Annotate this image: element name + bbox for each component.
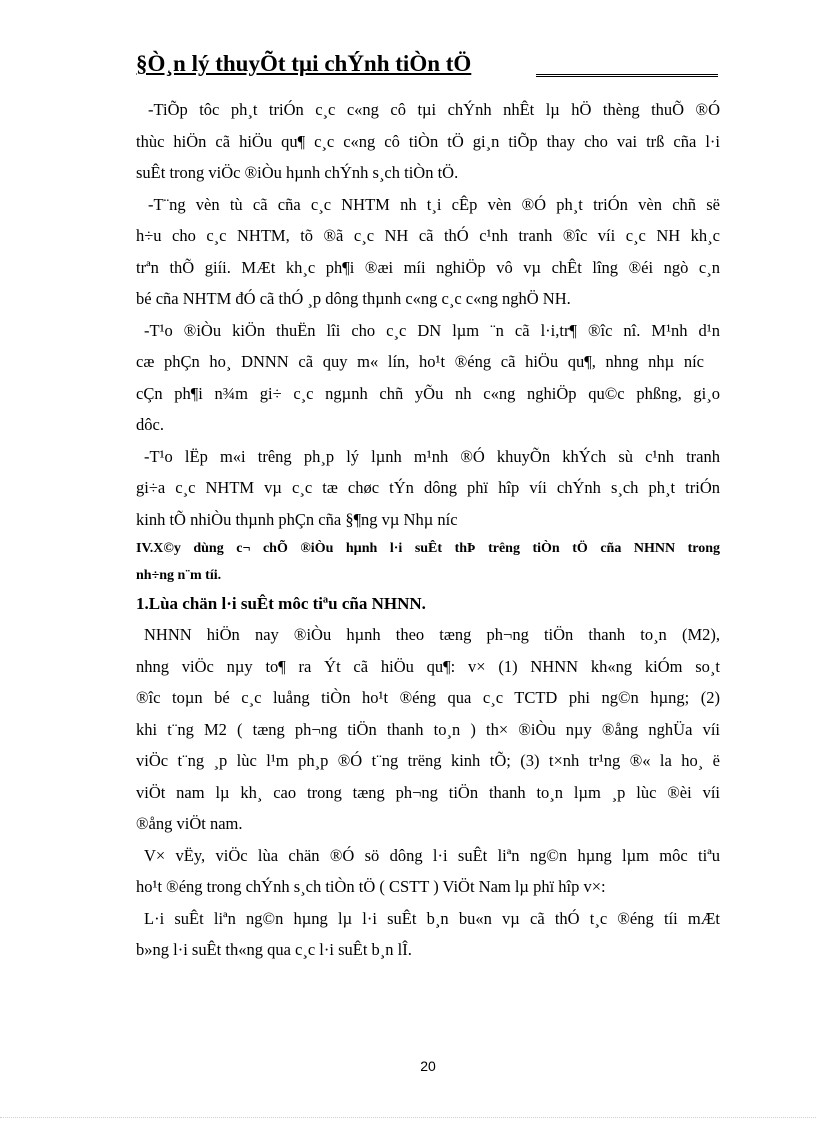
paragraph-line: dôc.	[136, 415, 164, 434]
paragraph-line: gi÷a c¸c NHTM vµ c¸c tæ chøc tÝn dông phï hîp víi chÝnh s¸ch ph¸t triÓn	[136, 478, 720, 497]
paragraph-line: suÊt trong viÖc ®iÒu hµnh chÝnh s¸ch tiÒn tÖ.	[136, 163, 459, 182]
paragraph-line: ®ång viÖt nam.	[136, 814, 243, 833]
subheading: 1.Lùa chän l·i suÊt môc tiªu cña NHNN.	[136, 594, 426, 613]
title-underline-rule	[536, 74, 718, 77]
paragraph-line: -T¹o ®iÒu kiÖn thuËn lîi cho c¸c DN lµm ¨n cã l·i,tr¶ ®îc nî. M¹nh d¹n	[144, 320, 720, 340]
paragraph-line: bé cña NHTM đÓ cã thÓ ¸p dông thµnh c«ng c¸c c«ng nghÖ NH.	[136, 289, 571, 308]
paragraph-line: kinh tÕ nhiÒu thµnh phÇn cña §¶ng vµ Nhµ níc	[136, 509, 458, 529]
paragraph-line: nhng viÖc nµy to¶ ra Ýt cã hiÖu qu¶: v× (1) NHNN kh«ng kiÓm so¸t	[136, 656, 720, 676]
section-heading-line: IV.X©y dùng c¬ chÕ ®iÒu hµnh l·i suÊt thÞ trêng tiÒn tÖ cña NHNN trong	[136, 541, 720, 556]
paragraph-line: cæ phÇn ho¸ DNNN cã quy m« lín, ho¹t ®éng cã hiÖu qu¶, nhng nhµ níc	[136, 352, 704, 371]
paragraph-line: L·i suÊt liªn ng©n hµng lµ l·i suÊt b¸n bu«n vµ cã thÓ t¸c ®éng tíi mÆt	[144, 908, 720, 928]
paragraph-line: cÇn ph¶i n¾m gi÷ c¸c ngµnh chñ yÕu nh c«ng nghiÖp qu©c phßng, gi¸o	[136, 383, 720, 403]
paragraph-line: -T¨ng vèn tù cã cña c¸c NHTM nh t¸i cÊp vèn ®Ó ph¸t triÓn vèn chñ së	[148, 194, 720, 214]
paragraph-line: -TiÕp tôc ph¸t triÓn c¸c c«ng cô tµi chÝnh nhÊt lµ hÖ thèng thuÕ ®Ó	[148, 100, 720, 119]
paragraph-line: -T¹o lËp m«i trêng ph¸p lý lµnh m¹nh ®Ó khuyÕn khÝch sù c¹nh tranh	[144, 446, 720, 466]
title-block	[136, 50, 720, 82]
paragraph-line: ho¹t ®éng trong chÝnh s¸ch tiÒn tÖ ( CSTT ) ViÖt Nam lµ phï hîp v×:	[136, 877, 606, 896]
paragraph-line: khi t¨ng M2 ( tæng ph¬ng tiÖn thanh to¸n ) th× ®iÒu nµy ®ång nghÜa víi	[136, 719, 720, 739]
paragraph-line: ®îc toµn bé c¸c luång tiÒn ho¹t ®éng qua c¸c TCTD phi ng©n hµng; (2)	[136, 688, 720, 707]
page-number: 20	[420, 1058, 436, 1074]
paragraph-line: trªn thÕ giíi. MÆt kh¸c ph¶i ®æi míi nghiÖp vô vµ chÊt lîng ®éi ngò c¸n	[136, 257, 720, 277]
body-text	[136, 94, 720, 966]
paragraph-line: h÷u cho c¸c NHTM, tõ ®ã c¸c NH cã thÓ c¹nh tranh ®îc víi c¸c NH kh¸c	[136, 226, 720, 245]
page-bottom-divider	[0, 1117, 816, 1118]
section-heading-line: nh÷ng n¨m tíi.	[136, 568, 222, 583]
paragraph-line: viÖt nam lµ kh¸ cao trong tæng ph¬ng tiÖn thanh to¸n lµm ¸p lùc ®èi víi	[136, 782, 720, 802]
page-title: §Ò¸n lý thuyÕt tµi chÝnh tiÒn tÖ	[136, 51, 472, 76]
paragraph-line: thùc hiÖn cã hiÖu qu¶ c¸c c«ng cô tiÒn tÖ gi¸n tiÕp thay cho vai trß cña l·i	[136, 131, 720, 151]
paragraph-line: viÖc t¨ng ¸p lùc l¹m ph¸p ®Ó t¨ng trëng kinh tÕ; (3) t×nh tr¹ng ®« la ho¸ ë	[136, 751, 720, 770]
paragraph-line: NHNN hiÖn nay ®iÒu hµnh theo tæng ph¬ng tiÖn thanh to¸n (M2),	[144, 625, 720, 644]
paragraph-line: V× vËy, viÖc lùa chän ®Ó sö dông l·i suÊt liªn ng©n hµng lµm môc tiªu	[144, 845, 720, 865]
paragraph-line: b»ng l·i suÊt th«ng qua c¸c l·i suÊt b¸n lÎ.	[136, 940, 412, 959]
